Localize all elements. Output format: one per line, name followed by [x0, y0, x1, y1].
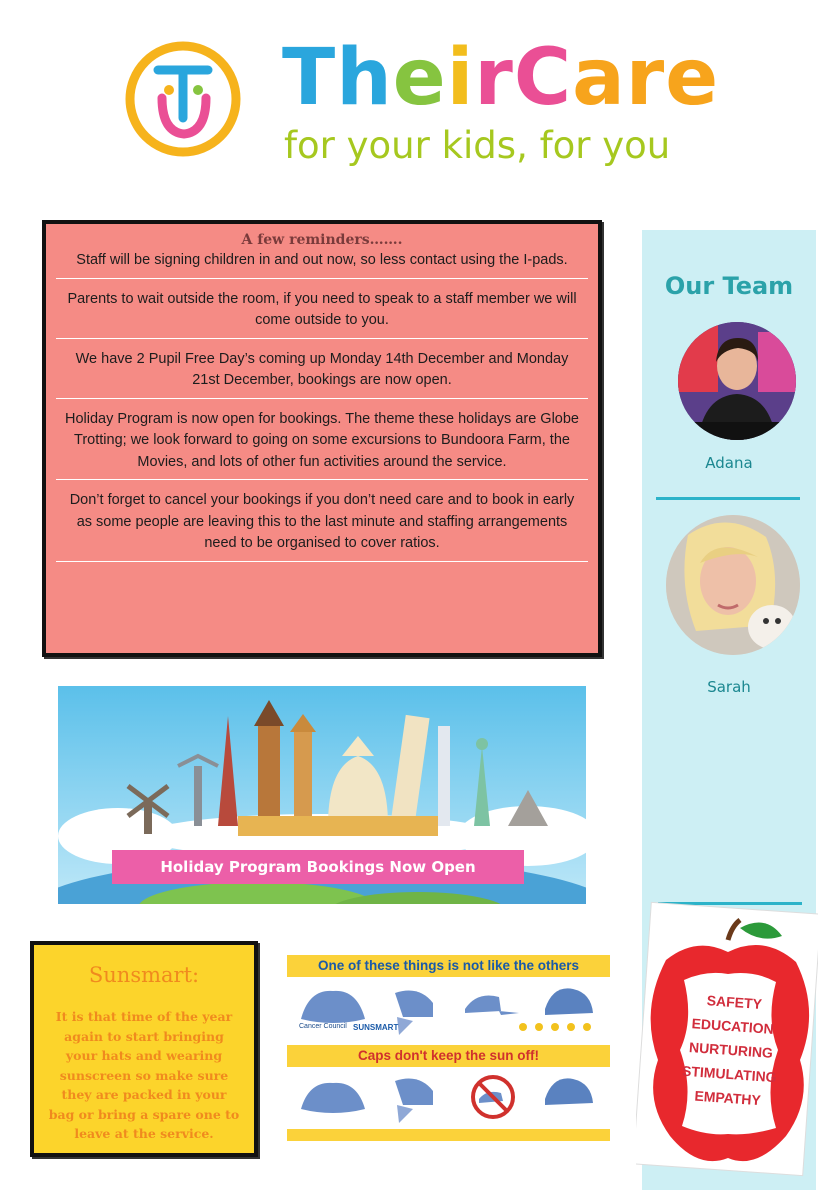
reminder-item: Holiday Program is now open for bookings. The theme these holidays are Globe Trotting; we look forward to going on some excursions to Bundoora Farm, the Movies, and lots of other fun activities around the service.	[56, 409, 588, 481]
reminders-box	[42, 220, 602, 657]
team-title: Our Team	[664, 272, 794, 300]
reminder-item: We have 2 Pupil Free Day’s coming up Monday 14th December and Monday 21st December, bookings are now open.	[56, 349, 588, 399]
apple-words	[672, 986, 790, 1113]
holiday-banner-label: Holiday Program Bookings Now Open	[112, 850, 524, 884]
apple-word: EMPATHY	[693, 1087, 762, 1109]
tagline: for your kids, for you	[284, 124, 671, 167]
apple-word: NURTURING	[688, 1039, 774, 1061]
reminder-item: Parents to wait outside the room, if you need to speak to a staff member we will come outside to you.	[56, 289, 588, 339]
caps-poster	[287, 953, 610, 1143]
reminders-title: A few reminders…….	[241, 232, 403, 248]
sunsmart-body: It is that time of the year again to start bringing your hats and wearing sunscreen so make sure they are packed in your bag or bring a spare one to leave at the service.	[48, 1009, 240, 1141]
poster-footer	[287, 1129, 610, 1141]
smiley-tc-icon	[124, 40, 242, 158]
member-name: Sarah	[707, 678, 751, 696]
hats-row-icon	[287, 979, 610, 1043]
brand-letter: C	[513, 33, 573, 123]
reminder-item: Don’t forget to cancel your bookings if you don’t need care and to book in early as some people are leaving this to the last minute and staffing arrangements need to be organised to cover ratios.	[56, 490, 588, 562]
member-name: Adana	[705, 454, 753, 472]
brand-letter: r	[474, 33, 514, 123]
apple-word: STIMULATING	[681, 1062, 778, 1086]
poster-logo-sunsmart: SUNSMART	[353, 1023, 399, 1032]
poster-logo-cancer-council: Cancer Council	[299, 1023, 347, 1030]
brand-letter: e	[665, 33, 720, 123]
apple-word: SAFETY	[706, 992, 763, 1013]
brand-letter: T	[282, 33, 337, 123]
poster-mid-text: Caps don't keep the sun off!	[287, 1045, 610, 1067]
brand-letter: a	[572, 33, 626, 123]
brand-letter: e	[392, 33, 447, 123]
poster-top-text: One of these things is not like the others	[287, 955, 610, 977]
apple-word: EDUCATION	[691, 1015, 775, 1037]
brand-letter: h	[336, 33, 393, 123]
reminder-item: Staff will be signing children in and out now, so less contact using the I-pads.	[56, 250, 588, 279]
brand-letter: r	[625, 33, 666, 123]
divider	[656, 497, 800, 500]
brand-title	[282, 30, 719, 126]
sunsmart-box	[30, 941, 258, 1157]
avatar-sarah	[666, 515, 800, 655]
avatar-adana	[678, 322, 796, 440]
sunsmart-title: Sunsmart:	[88, 963, 200, 987]
brand-letter: i	[446, 33, 475, 123]
hats-row-2-icon	[287, 1069, 610, 1127]
